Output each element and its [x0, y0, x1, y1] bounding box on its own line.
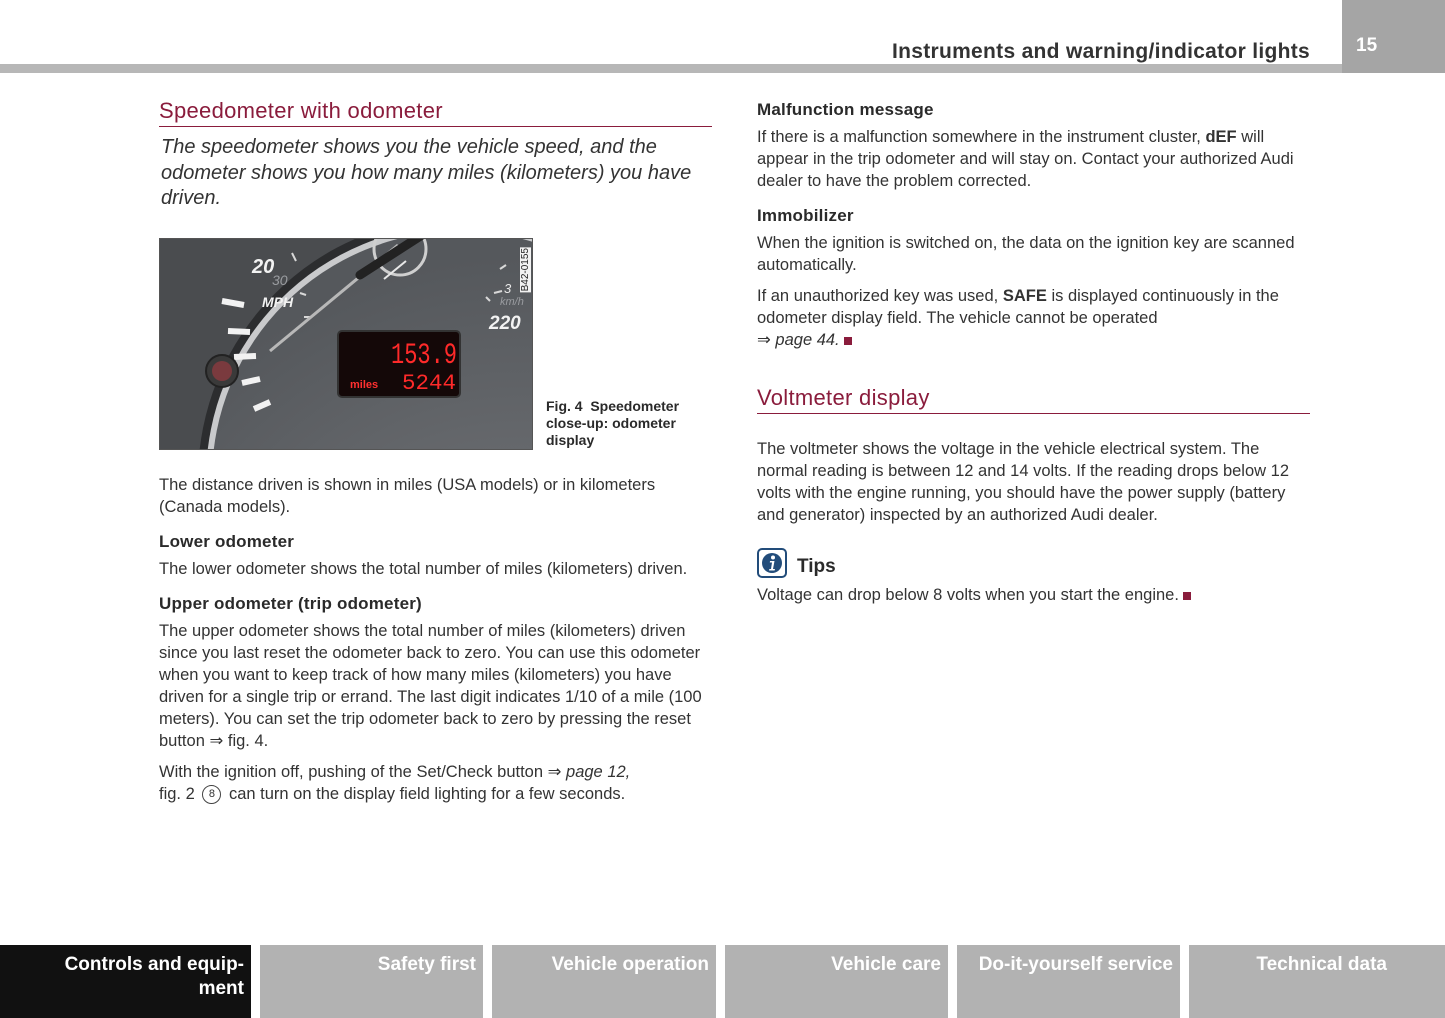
chapter-tabs — [0, 945, 1445, 1018]
speedometer-illustration — [160, 239, 532, 449]
caption-line: close-up: odometer — [546, 414, 676, 431]
setcheck-text: can turn on the display field lighting for a few seconds. — [228, 784, 626, 803]
header-rule — [0, 64, 1342, 73]
voltmeter-text: The voltmeter shows the voltage in the vehicle electrical system. The normal reading is between 12 and 14 volts. If the reading drops below 12 volts with the engine running, you should have the power supply (battery and generator) inspected by an authorized Audi dealer. — [757, 440, 1290, 524]
figure-4 — [159, 238, 712, 450]
end-marker-icon — [844, 337, 852, 345]
speedometer-image — [159, 238, 533, 450]
immobilizer-text: When the ignition is switched on, the data on the ignition key are scanned automatically. — [757, 234, 1295, 274]
figure-code: B42-0155 — [520, 247, 531, 291]
tips-text-part: Voltage can drop below 8 volts when you start the engine. — [757, 586, 1179, 604]
callout-number: 8 — [202, 785, 221, 804]
setcheck-text: With the ignition off, pushing of the Set/Check button ⇒ — [159, 762, 562, 781]
tab-technical-data[interactable] — [1189, 945, 1445, 1018]
gauge-kmh: km/h — [500, 295, 524, 308]
safe-code: SAFE — [1002, 287, 1047, 305]
gauge-3: 3 — [504, 280, 512, 296]
caption-line: Fig. 4 Speedometer — [546, 397, 680, 414]
tab-label: Technical data — [1256, 954, 1387, 975]
trip-odometer-display: 153.9 — [391, 338, 457, 373]
tab-safety-first[interactable] — [260, 945, 483, 1018]
tab-label: Vehicle operation — [551, 954, 709, 975]
tab-do-it-yourself-service[interactable] — [957, 945, 1180, 1018]
chapter-title: Instruments and warning/indicator lights — [891, 40, 1310, 63]
tab-vehicle-care[interactable] — [725, 945, 948, 1018]
section-title-voltmeter: Voltmeter display — [757, 385, 1310, 414]
malfunction-text-part: will appear in the trip odometer and will stay on. Contact your authorized Audi dealer to have the problem corrected. — [757, 128, 1294, 190]
right-column — [757, 98, 1310, 606]
tab-controls-and-equipment[interactable] — [0, 945, 251, 1018]
malfunction-heading: Malfunction message — [757, 100, 934, 119]
tab-label: Vehicle care — [831, 954, 941, 975]
figure-reference[interactable]: fig. 2 — [159, 784, 195, 803]
tab-label: Do-it-yourself service — [978, 954, 1173, 975]
section-title-speedometer: Speedometer with odometer — [159, 98, 712, 127]
odometer-unit-label: miles — [350, 378, 379, 391]
tips-label: Tips — [797, 556, 836, 577]
end-marker-icon — [1183, 592, 1191, 600]
setcheck-paragraph — [159, 761, 712, 805]
upper-odometer-text: The upper odometer shows the total number of miles (kilometers) driven since you last reset the odometer back to zero. You can use this odometer when you want to keep track of how many miles (kilometers) you have driven for a single trip or errand. The last digit indicates 1/10 of a mile (100 meters). You can set the trip odometer back to zero by pressing the reset button ⇒ fig. 4. — [159, 621, 702, 750]
figure-caption — [546, 398, 716, 449]
malfunction-text — [757, 126, 1310, 192]
error-code: dEF — [1205, 128, 1237, 146]
tips-header — [757, 548, 1310, 578]
distance-paragraph: The distance driven is shown in miles (USA models) or in kilometers (Canada models). — [159, 475, 656, 516]
tab-label: ment — [198, 978, 244, 999]
malfunction-text-part: If there is a malfunction somewhere in the instrument cluster, — [757, 128, 1201, 146]
odometer-display: 5244 — [402, 370, 456, 396]
page-reference[interactable]: ⇒ page 44. — [757, 331, 840, 349]
page-reference[interactable]: page 12, — [566, 762, 631, 781]
info-icon — [757, 548, 787, 578]
gauge-20: 20 — [252, 255, 275, 278]
immobilizer-heading: Immobilizer — [757, 206, 854, 225]
tips-text — [757, 584, 1310, 606]
gauge-mph: MPH — [262, 293, 294, 310]
lower-odometer-text: The lower odometer shows the total number of miles (kilometers) driven. — [159, 559, 688, 578]
immobilizer-text-part: is displayed continuously in the odometer display field. The vehicle cannot be operated — [757, 287, 1279, 327]
tab-label: Safety first — [377, 954, 476, 975]
page-number: 15 — [1356, 35, 1378, 56]
left-column — [159, 98, 712, 805]
gauge-220: 220 — [489, 312, 521, 334]
tab-vehicle-operation[interactable] — [492, 945, 716, 1018]
lower-odometer-heading: Lower odometer — [159, 531, 295, 551]
upper-odometer-heading: Upper odometer (trip odometer) — [159, 593, 422, 613]
caption-line: display — [546, 431, 595, 448]
immobilizer-text-part: If an unauthorized key was used, — [757, 287, 999, 305]
intro-text: The speedometer shows you the vehicle speed, and the odometer shows you how many miles (kilometers) you have driven. — [161, 136, 692, 209]
tab-label: Controls and equip- — [64, 954, 244, 975]
gauge-30: 30 — [272, 271, 288, 288]
immobilizer-warning — [757, 285, 1310, 351]
